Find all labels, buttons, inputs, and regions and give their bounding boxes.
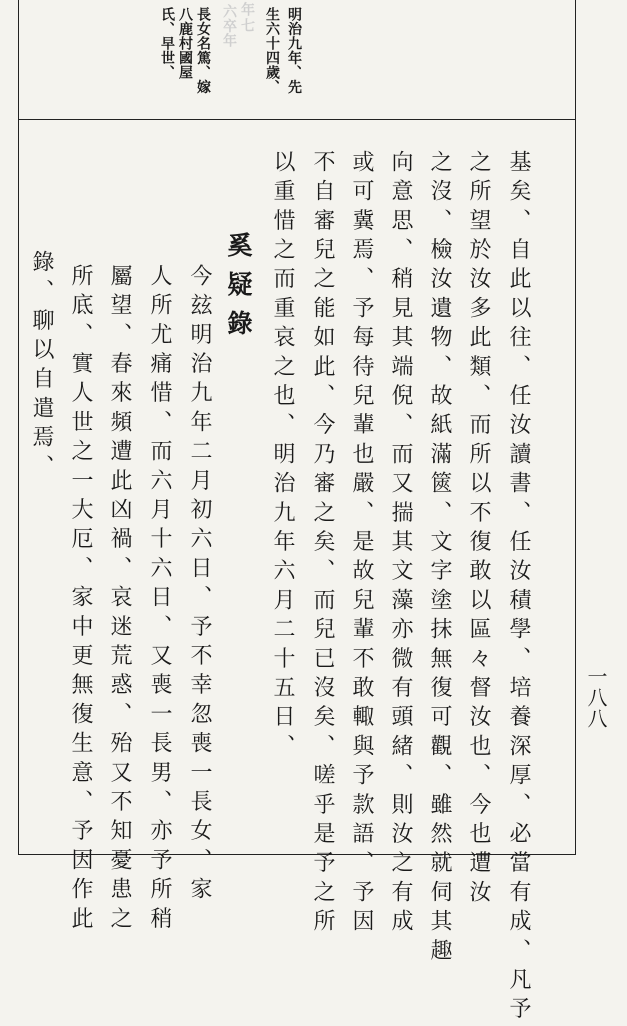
headnote-column: 生六十四歲、 [264,7,280,94]
text-column: 所底、實人世之一大厄、家中更無復生意、予因作此 [68,264,93,936]
headnote-divider [18,119,576,120]
headnote-column: 八鹿村國屋 [177,7,193,80]
page-frame [18,0,576,855]
text-column: 以重惜之而重哀之也、明治九年六月二十五日、 [270,150,295,764]
text-column: 基矣、自此以往、任汝讀書、任汝積學、培養深厚、必當有成、凡予 [506,150,531,1026]
bleed-through-text: 六卒年 [221,4,237,48]
text-column: 錄、聊以自遣焉、 [29,250,54,484]
bleed-through-text: 年七 [239,2,255,34]
headnote-column: 長女名篤、嫁 [195,7,211,94]
text-column: 人所尤痛惜、而六月十六日、又喪一長男、亦予所稍 [147,264,172,936]
text-column: 之所望於汝多此類、而所以不復敢以區々督汝也、今也遭汝 [466,150,491,910]
text-column: 屬望、春來頻遭此凶禍、哀迷荒惑、殆又不知憂患之 [107,264,132,936]
text-column: 向意思、稍見其端倪、而又揣其文藻亦微有頭緒、則汝之有成 [388,150,413,939]
page-number: 一八八 [584,666,608,729]
headnote-column: 氏、早世、 [159,7,175,80]
text-column: 或可冀焉、予每待兒輩也嚴、是故兒輩不敢輙與予款語、予因 [349,150,374,939]
headnote-column: 明治九年、先 [286,7,302,94]
text-column: 之沒、檢汝遺物、故紙滿篋、文字塗抹無復可觀、雖然就伺其趣 [427,150,452,968]
text-column: 不自審兒之能如此、今乃審之矣、而兒已沒矣、嗟乎是予之所 [310,150,335,939]
text-column: 今玆明治九年二月初六日、予不幸忽喪一長女、家 [187,264,212,907]
section-title: 奚疑錄 [224,232,253,349]
